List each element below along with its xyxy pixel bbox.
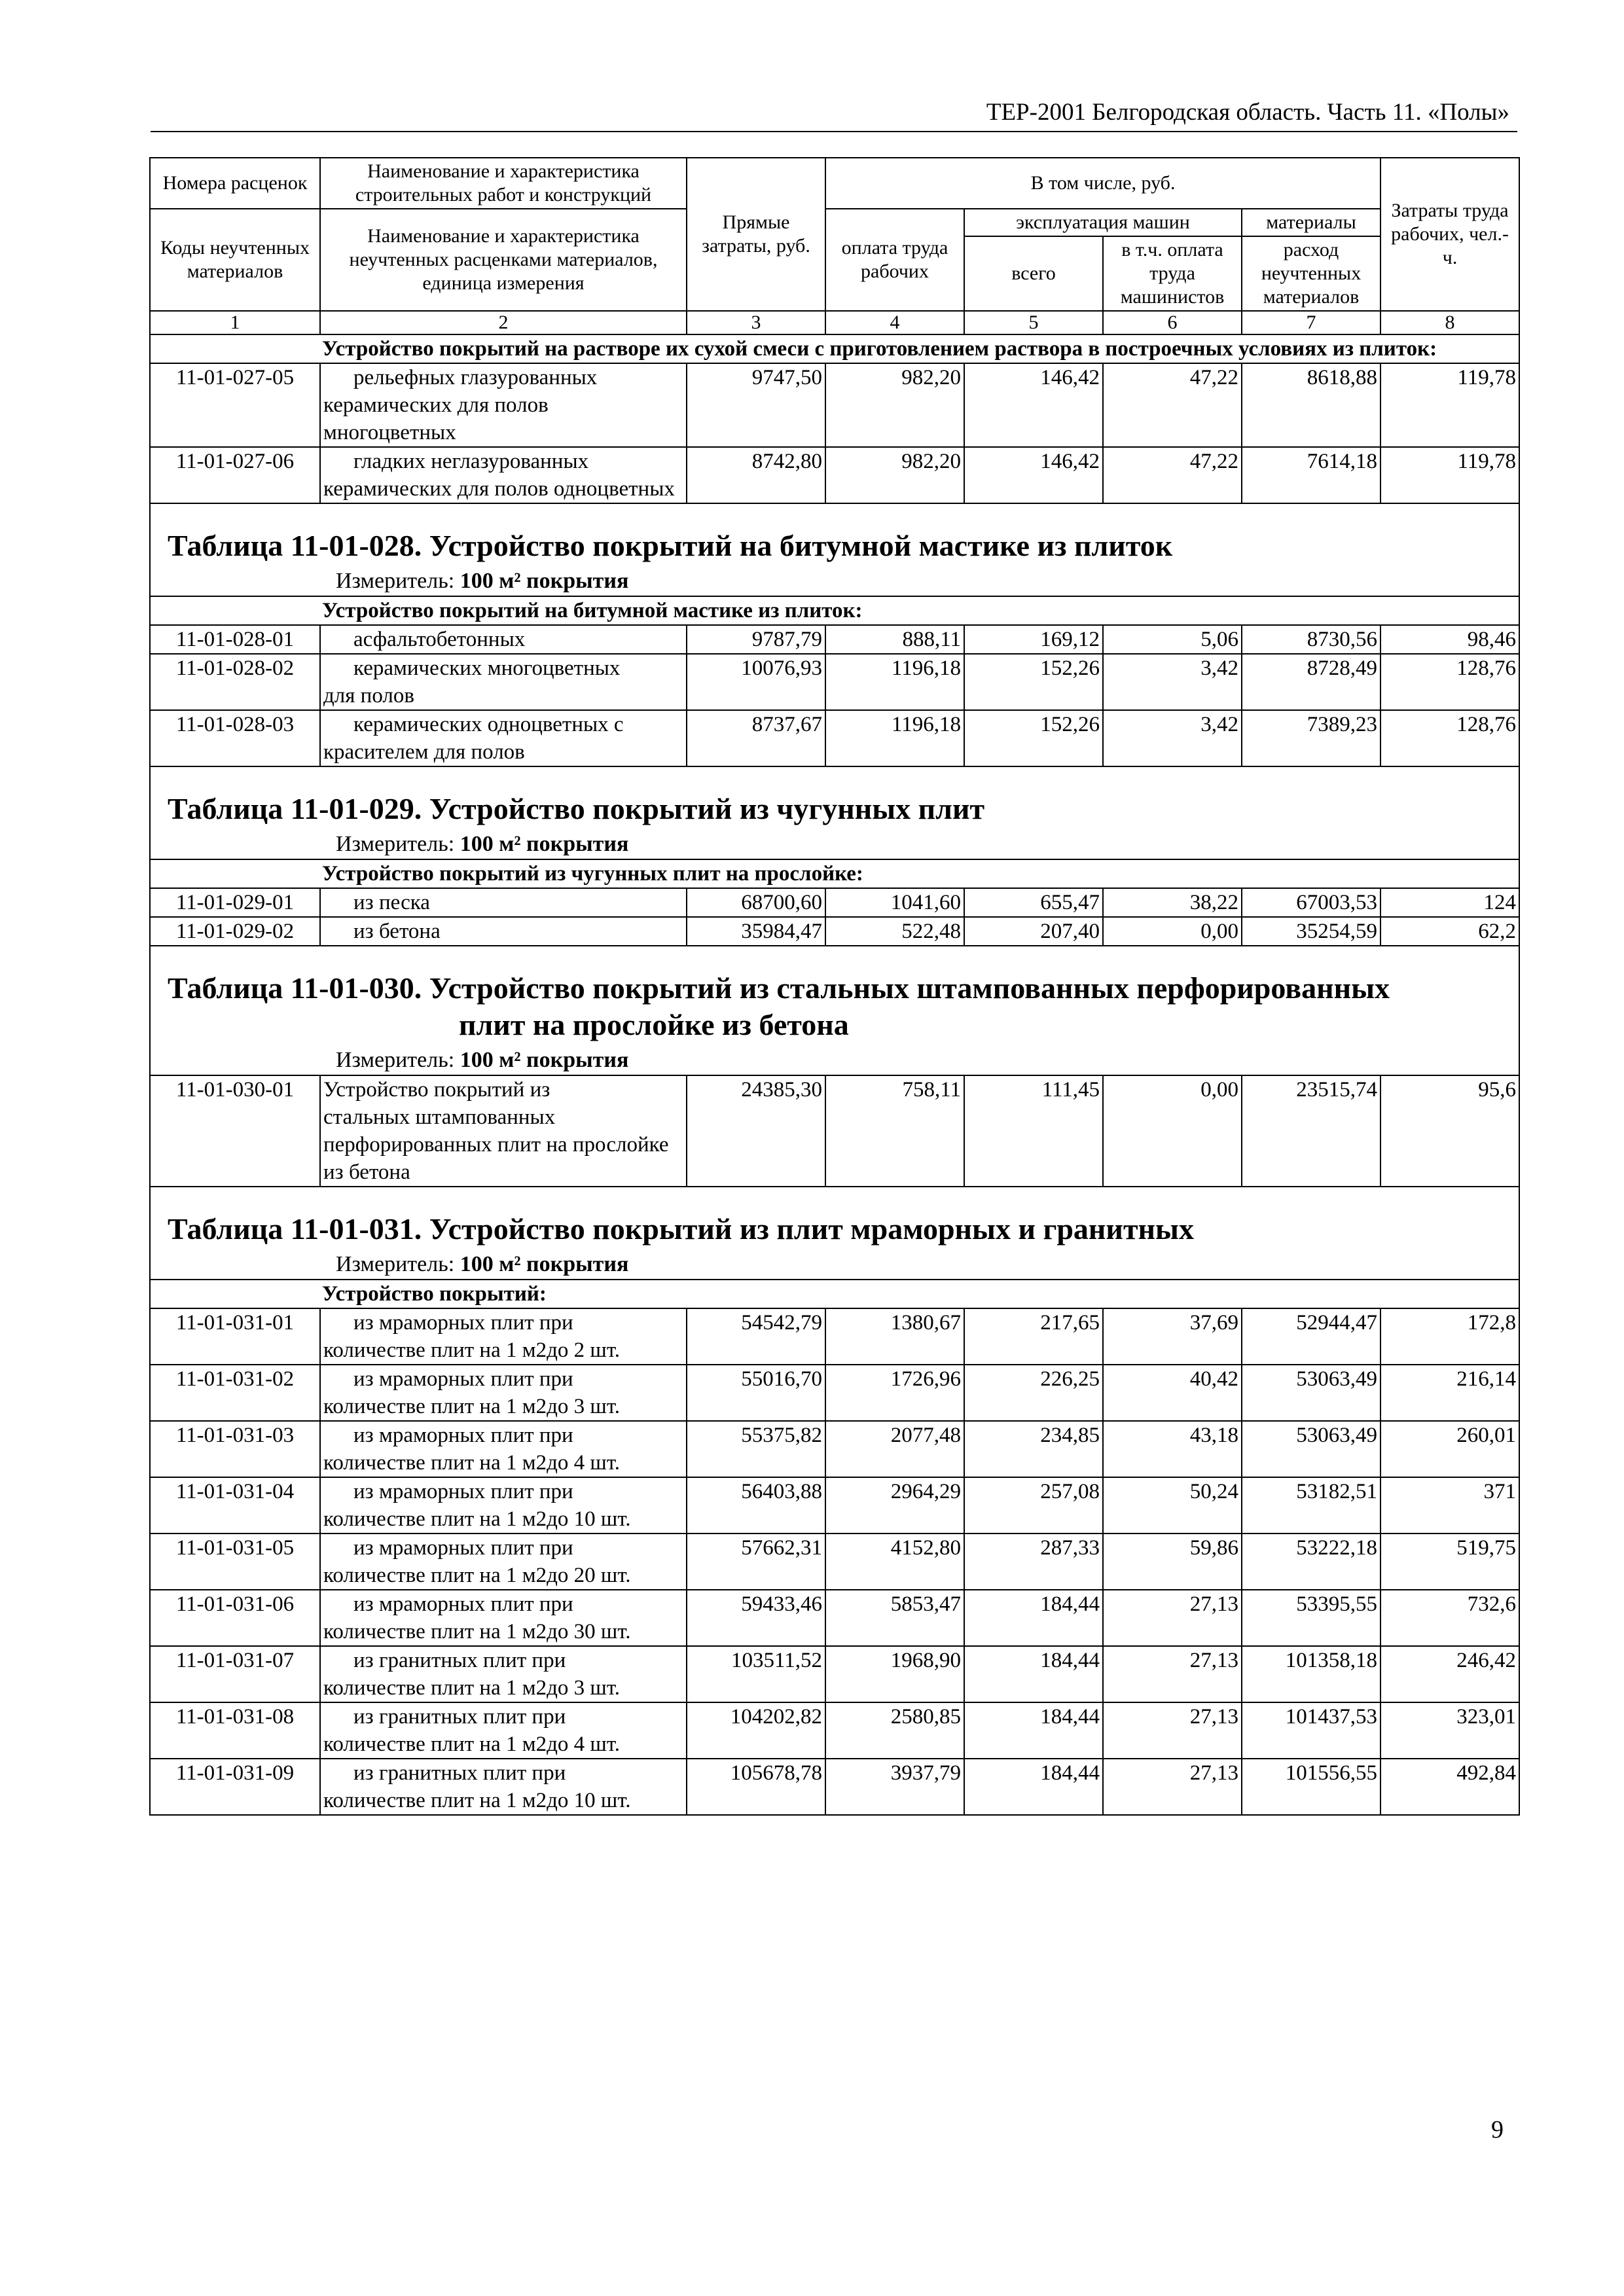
value-machinists: 27,13 [1103,1646,1242,1702]
table-row [150,625,1519,654]
col-labor-costs: Затраты труда рабочих, чел.-ч. [1380,158,1519,311]
work-name [320,654,687,710]
value-machines: 152,26 [964,654,1103,710]
value-direct: 55375,82 [687,1421,825,1477]
table-row [150,1365,1519,1421]
work-name-line1: из мраморных плит при [353,1367,573,1391]
rate-code: 11-01-030-01 [150,1075,320,1187]
value-direct: 8737,67 [687,710,825,766]
section-heading-row [150,596,1519,625]
value-materials: 8730,56 [1242,625,1380,654]
value-materials: 7614,18 [1242,447,1380,503]
work-name-line1: из песка [353,891,430,914]
value-materials: 35254,59 [1242,917,1380,946]
work-name-rest: количестве плит на 1 м2до 10 шт. [323,1789,631,1812]
value-hours: 119,78 [1380,363,1519,447]
col-work-name: Наименование и характеристика строительных работ и конструкций [320,158,687,209]
value-machinists: 47,22 [1103,363,1242,447]
work-name [320,1590,687,1646]
value-direct: 57662,31 [687,1534,825,1590]
measurement-label: Измеритель: [336,1048,455,1072]
value-direct: 35984,47 [687,917,825,946]
work-name-rest: керамических для полов одноцветных [323,477,675,501]
value-machinists: 27,13 [1103,1702,1242,1759]
work-name-line1: керамических одноцветных с [353,713,624,736]
work-name-rest: количестве плит на 1 м2до 3 шт. [323,1395,621,1418]
rate-code: 11-01-031-05 [150,1534,320,1590]
table-title-row [150,503,1519,596]
value-labor: 5853,47 [825,1590,964,1646]
value-direct: 59433,46 [687,1590,825,1646]
column-number: 8 [1380,311,1519,334]
work-name-rest: красителем для полов [323,740,525,764]
value-machinists: 27,13 [1103,1759,1242,1815]
work-name-rest: количестве плит на 1 м2до 20 шт. [323,1564,631,1587]
value-hours: 492,84 [1380,1759,1519,1815]
work-name [320,1075,687,1187]
column-number: 5 [964,311,1103,334]
value-labor: 3937,79 [825,1759,964,1815]
value-machinists: 40,42 [1103,1365,1242,1421]
value-labor: 2077,48 [825,1421,964,1477]
work-name-first-line [323,889,683,916]
work-name-first-line [323,1590,683,1618]
value-direct: 8742,80 [687,447,825,503]
value-labor: 1726,96 [825,1365,964,1421]
rate-code: 11-01-031-04 [150,1477,320,1534]
value-hours: 371 [1380,1477,1519,1534]
document-title: ТЕР-2001 Белгородская область. Часть 11. «Полы» [986,99,1509,126]
work-name [320,447,687,503]
measurement-unit [151,567,1519,596]
work-name-rest: количестве плит на 1 м2до 30 шт. [323,1620,631,1643]
work-name-line1: гладких неглазурованных [353,450,589,473]
value-machines: 287,33 [964,1534,1103,1590]
value-labor: 1380,67 [825,1308,964,1365]
work-name-first-line [323,626,683,653]
work-name [320,1702,687,1759]
value-hours: 128,76 [1380,654,1519,710]
value-hours: 323,01 [1380,1702,1519,1759]
work-name-first-line [323,711,683,738]
work-name [320,625,687,654]
work-name-first-line [323,655,683,682]
price-table [149,157,1520,1816]
measurement-value: 100 м² покрытия [460,832,629,856]
value-hours: 128,76 [1380,710,1519,766]
col-unaccounted-materials: расход неучтенных материалов [1242,236,1380,311]
col-direct-costs: Прямые затраты, руб. [687,158,825,311]
table-title-cell [150,503,1519,596]
value-materials: 8728,49 [1242,654,1380,710]
value-machines: 207,40 [964,917,1103,946]
work-name-first-line [323,1534,683,1562]
work-name [320,1421,687,1477]
value-materials: 53182,51 [1242,1477,1380,1534]
work-name-line1: рельефных глазурованных [353,366,598,389]
work-name-first-line [323,1759,683,1787]
table-title-text: Таблица 11-01-030. Устройство покрытий из стальных штампованных перфорированных [168,971,1390,1005]
measurement-label: Измеритель: [336,1252,455,1276]
table-title-cell [150,946,1519,1075]
value-materials: 53222,18 [1242,1534,1380,1590]
value-labor: 1041,60 [825,888,964,917]
table-row [150,654,1519,710]
work-name [320,1646,687,1702]
work-name-line1: из гранитных плит при [353,1761,566,1785]
value-machinists: 43,18 [1103,1421,1242,1477]
value-labor: 1196,18 [825,654,964,710]
table-row [150,1590,1519,1646]
work-name-first-line [323,1365,683,1393]
section-heading: Устройство покрытий из чугунных плит на прослойке: [150,859,1519,888]
table-row [150,1534,1519,1590]
value-labor: 982,20 [825,363,964,447]
table-title [151,1187,1519,1250]
value-machinists: 0,00 [1103,1075,1242,1187]
rate-code: 11-01-031-02 [150,1365,320,1421]
work-name-line1: из гранитных плит при [353,1649,566,1672]
rate-code: 11-01-028-02 [150,654,320,710]
work-name-line1: асфальтобетонных [353,628,526,651]
rate-code: 11-01-031-09 [150,1759,320,1815]
table-row [150,1075,1519,1187]
work-name [320,1534,687,1590]
value-labor: 2580,85 [825,1702,964,1759]
value-machines: 226,25 [964,1365,1103,1421]
value-labor: 982,20 [825,447,964,503]
table-title-continuation: плит на прослойке из бетона [459,1008,849,1041]
work-name-line1: из гранитных плит при [353,1705,566,1729]
rate-code: 11-01-029-01 [150,888,320,917]
value-machinists: 3,42 [1103,710,1242,766]
value-hours: 95,6 [1380,1075,1519,1187]
work-name-line1: из мраморных плит при [353,1536,573,1560]
work-name [320,1365,687,1421]
table-title [151,504,1519,567]
value-direct: 24385,30 [687,1075,825,1187]
section-heading: Устройство покрытий на растворе их сухой смеси с приготовлением раствора в построечных условиях из плиток: [150,334,1519,363]
section-heading: Устройство покрытий: [150,1280,1519,1308]
value-hours: 260,01 [1380,1421,1519,1477]
work-name-first-line [323,1309,683,1336]
work-name-rest: количестве плит на 1 м2до 4 шт. [323,1732,621,1756]
value-machinists: 3,42 [1103,654,1242,710]
value-machinists: 50,24 [1103,1477,1242,1534]
table-title-cell [150,1187,1519,1280]
work-name-line1: из мраморных плит при [353,1311,573,1335]
value-machinists: 37,69 [1103,1308,1242,1365]
table-title-row [150,766,1519,859]
col-machine-operation: эксплуатация машин [964,209,1242,236]
work-name-line1: из мраморных плит при [353,1592,573,1616]
section-heading-row [150,1280,1519,1308]
value-machines: 111,45 [964,1075,1103,1187]
work-name [320,1759,687,1815]
value-direct: 105678,78 [687,1759,825,1815]
value-direct: 68700,60 [687,888,825,917]
work-name-line1: из мраморных плит при [353,1424,573,1447]
value-hours: 172,8 [1380,1308,1519,1365]
value-machines: 184,44 [964,1702,1103,1759]
work-name-first-line [323,1647,683,1674]
rate-code: 11-01-029-02 [150,917,320,946]
table-title [151,767,1519,830]
page-header [151,97,1517,132]
table-row [150,1421,1519,1477]
value-labor: 2964,29 [825,1477,964,1534]
value-direct: 10076,93 [687,654,825,710]
value-materials: 101556,55 [1242,1759,1380,1815]
work-name-rest: для полов [323,684,414,708]
table-row [150,1702,1519,1759]
work-name [320,710,687,766]
table-header [150,158,1519,334]
table-row [150,888,1519,917]
value-materials: 53063,49 [1242,1365,1380,1421]
column-number: 3 [687,311,825,334]
table-row [150,1308,1519,1365]
value-machinists: 0,00 [1103,917,1242,946]
rate-code: 11-01-027-05 [150,363,320,447]
col-including: В том числе, руб. [825,158,1380,209]
table-title-text: Таблица 11-01-031. Устройство покрытий из плит мраморных и гранитных [168,1212,1194,1246]
value-materials: 101358,18 [1242,1646,1380,1702]
measurement-unit [151,830,1519,859]
value-hours: 216,14 [1380,1365,1519,1421]
value-materials: 67003,53 [1242,888,1380,917]
value-direct: 9787,79 [687,625,825,654]
work-name-line1: Устройство покрытий из [323,1078,550,1102]
work-name-rest: количестве плит на 1 м2до 2 шт. [323,1338,621,1362]
table-row [150,1759,1519,1815]
value-machines: 217,65 [964,1308,1103,1365]
table-title-row [150,946,1519,1075]
rate-code: 11-01-031-08 [150,1702,320,1759]
col-labor-pay: оплата труда рабочих [825,209,964,311]
value-machines: 655,47 [964,888,1103,917]
column-number: 2 [320,311,687,334]
table-row [150,1646,1519,1702]
work-name-rest: количестве плит на 1 м2до 4 шт. [323,1451,621,1475]
table-title-row [150,1187,1519,1280]
work-name [320,1308,687,1365]
value-direct: 54542,79 [687,1308,825,1365]
col-materials: материалы [1242,209,1380,236]
measurement-value: 100 м² покрытия [460,569,629,593]
value-machines: 152,26 [964,710,1103,766]
value-labor: 522,48 [825,917,964,946]
value-machinists: 5,06 [1103,625,1242,654]
value-machinists: 47,22 [1103,447,1242,503]
value-labor: 1196,18 [825,710,964,766]
value-labor: 888,11 [825,625,964,654]
table-title-text: Таблица 11-01-028. Устройство покрытий на битумной мастике из плиток [168,529,1173,562]
value-machines: 146,42 [964,447,1103,503]
measurement-label: Измеритель: [336,569,455,593]
work-name-first-line [323,1703,683,1731]
column-number: 6 [1103,311,1242,334]
value-materials: 8618,88 [1242,363,1380,447]
work-name-rest: стальных штампованных перфорированных плит на прослойке из бетона [323,1105,669,1184]
work-name-first-line [323,918,683,945]
measurement-label: Измеритель: [336,832,455,856]
col-name-unaccounted: Наименование и характеристика неучтенных расценками материалов, единица измерения [320,209,687,311]
value-hours: 124 [1380,888,1519,917]
value-machines: 257,08 [964,1477,1103,1534]
measurement-value: 100 м² покрытия [460,1252,629,1276]
section-heading-row [150,859,1519,888]
rate-code: 11-01-031-06 [150,1590,320,1646]
table-row [150,1477,1519,1534]
table-row [150,710,1519,766]
col-codes-unaccounted: Коды неучтенных материалов [150,209,320,311]
work-name-first-line [323,1422,683,1449]
section-heading: Устройство покрытий на битумной мастике из плиток: [150,596,1519,625]
rate-code: 11-01-031-01 [150,1308,320,1365]
rate-code: 11-01-028-03 [150,710,320,766]
measurement-value: 100 м² покрытия [460,1048,629,1072]
value-hours: 519,75 [1380,1534,1519,1590]
work-name-first-line [323,1478,683,1505]
value-materials: 52944,47 [1242,1308,1380,1365]
value-hours: 246,42 [1380,1646,1519,1702]
table-row [150,447,1519,503]
value-machinists: 27,13 [1103,1590,1242,1646]
work-name-rest: керамических для полов многоцветных [323,393,549,444]
value-direct: 103511,52 [687,1646,825,1702]
value-hours: 732,6 [1380,1590,1519,1646]
table-row [150,917,1519,946]
value-hours: 98,46 [1380,625,1519,654]
column-numbers-row [150,311,1519,334]
work-name-first-line [323,448,683,475]
column-number: 1 [150,311,320,334]
value-materials: 53395,55 [1242,1590,1380,1646]
table-title [151,946,1519,1046]
measurement-unit [151,1046,1519,1075]
work-name-line1: керамических многоцветных [353,656,621,680]
work-name-first-line [323,1076,683,1103]
col-incl-machinist-pay: в т.ч. оплата труда машинистов [1103,236,1242,311]
value-machines: 169,12 [964,625,1103,654]
table-title-cell [150,766,1519,859]
value-direct: 55016,70 [687,1365,825,1421]
col-rate-numbers: Номера расценок [150,158,320,209]
value-materials: 53063,49 [1242,1421,1380,1477]
value-machines: 234,85 [964,1421,1103,1477]
work-name-rest: количестве плит на 1 м2до 10 шт. [323,1507,631,1531]
value-machines: 184,44 [964,1590,1103,1646]
rate-code: 11-01-031-07 [150,1646,320,1702]
rate-code: 11-01-027-06 [150,447,320,503]
work-name [320,888,687,917]
column-number: 7 [1242,311,1380,334]
work-name-first-line [323,364,683,391]
measurement-unit [151,1250,1519,1279]
value-machinists: 38,22 [1103,888,1242,917]
value-machines: 184,44 [964,1759,1103,1815]
column-number: 4 [825,311,964,334]
rate-code: 11-01-031-03 [150,1421,320,1477]
value-hours: 119,78 [1380,447,1519,503]
value-materials: 23515,74 [1242,1075,1380,1187]
value-labor: 4152,80 [825,1534,964,1590]
work-name-rest: количестве плит на 1 м2до 3 шт. [323,1676,621,1700]
col-total: всего [964,236,1103,311]
table-body [150,334,1519,1815]
table-title-text: Таблица 11-01-029. Устройство покрытий из чугунных плит [168,792,985,825]
rate-code: 11-01-028-01 [150,625,320,654]
work-name [320,363,687,447]
work-name-line1: из бетона [353,920,441,943]
value-direct: 104202,82 [687,1702,825,1759]
value-direct: 56403,88 [687,1477,825,1534]
value-materials: 7389,23 [1242,710,1380,766]
value-hours: 62,2 [1380,917,1519,946]
work-name [320,917,687,946]
value-labor: 758,11 [825,1075,964,1187]
section-heading-row [150,334,1519,363]
value-machinists: 59,86 [1103,1534,1242,1590]
value-direct: 9747,50 [687,363,825,447]
work-name [320,1477,687,1534]
value-machines: 146,42 [964,363,1103,447]
value-labor: 1968,90 [825,1646,964,1702]
value-materials: 101437,53 [1242,1702,1380,1759]
value-machines: 184,44 [964,1646,1103,1702]
page-number: 9 [1491,2116,1504,2144]
table-row [150,363,1519,447]
work-name-line1: из мраморных плит при [353,1480,573,1503]
